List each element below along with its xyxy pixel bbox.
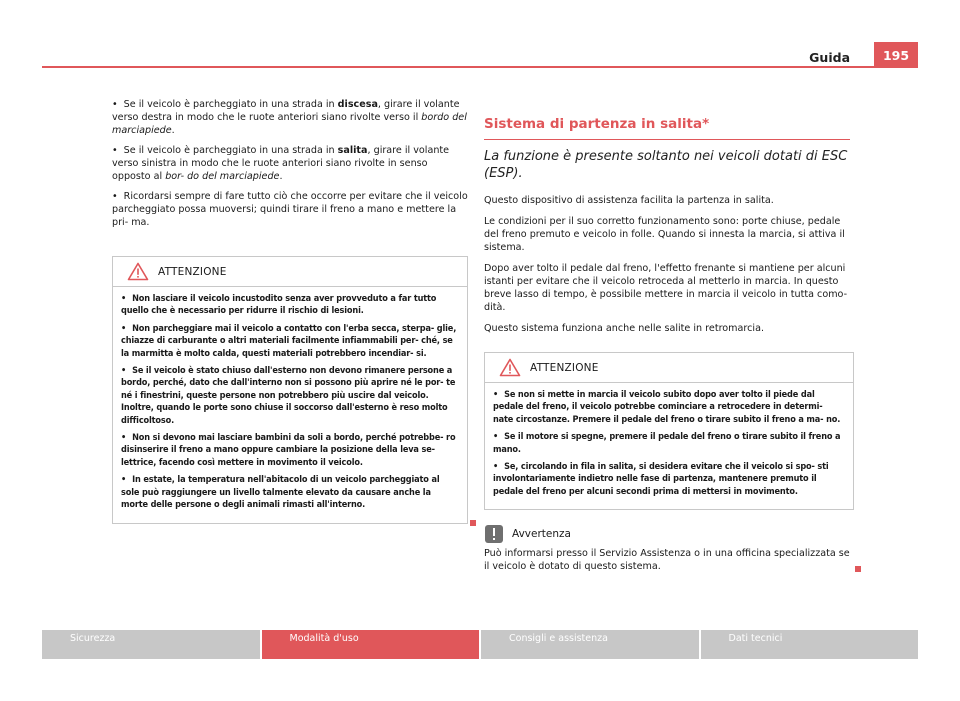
warning-item: • In estate, la temperatura nell'abitacolo di un veicolo parcheggiato al sole può raggiungere un livello talmente elevato da causare anche la morte delle persone o degli animali rimasti all'interno. — [121, 475, 440, 511]
paragraph: Questo sistema funziona anche nelle salite in retromarcia. — [484, 323, 765, 334]
warning-item: • Non parcheggiare mai il veicolo a contatto con l'erba secca, sterpa- glie, chiazze di carburante o altri materiali facilmente infiammabili per- ché, se la marmitta è molto calda, questi materiali potrebbero incendiar- si. — [121, 323, 457, 359]
warning-item: • Se il veicolo è stato chiuso dall'esterno non devono rimanere persone a bordo, perché, dato che dall'interno non si possono più aprire né le por- te né i finestrini, queste persone non potrebbero più uscire dal veicolo. Inoltre, quando le porte sono chiuse il soccorso dall'esterno è reso molto difficoltoso. — [121, 366, 456, 426]
warning-header — [113, 257, 467, 287]
left-column — [112, 98, 468, 236]
warning-item: • Non si devono mai lasciare bambini da soli a bordo, perché potrebbe- ro disinserire il freno a mano oppure cambiare la posizione della leva se- lettrice, facendo così mettere in movimento il veicolo. — [121, 433, 456, 468]
end-marker — [855, 566, 861, 572]
footer-tab-sicurezza[interactable]: Sicurezza — [42, 630, 260, 659]
list-item: • Se il veicolo è parcheggiato in una strada in salita, girare il volante verso sinistra in modo che le ruote anteriori siano rivolte in senso opposto al bor- do del marciapiede. — [112, 145, 450, 182]
warning-body — [485, 383, 853, 509]
section-title: Guida — [809, 50, 850, 65]
warning-icon — [127, 262, 149, 281]
note-header — [484, 523, 854, 545]
warning-box-right — [484, 352, 854, 510]
note-text: Può informarsi presso il Servizio Assistenza o in una officina specializzata se il veicolo è dotato di questo sistema. — [484, 548, 850, 572]
paragraph: Questo dispositivo di assistenza facilita la partenza in salita. — [484, 195, 774, 206]
footer-tab-dati-tecnici[interactable]: Dati tecnici — [699, 630, 919, 659]
warning-title: ATTENZIONE — [158, 265, 227, 278]
warning-header — [485, 353, 853, 383]
paragraph: Dopo aver tolto il pedale dal freno, l'effetto frenante si mantiene per alcuni istanti per evitare che il veicolo retroceda al metterlo in marcia. In questo breve lasso di tempo, è possibile mettere in marcia il veicolo in tutta como- dità. — [484, 263, 848, 313]
warning-icon — [499, 358, 521, 377]
note-icon — [484, 524, 504, 544]
section-subtitle: La funzione è presente soltanto nei veicoli dotati di ESC (ESP). — [484, 149, 848, 181]
warning-box-left — [112, 256, 468, 524]
footer-nav — [42, 630, 918, 659]
header-rule — [42, 66, 918, 68]
note-box — [484, 523, 854, 573]
note-title: Avvertenza — [512, 528, 571, 540]
heading-rule — [484, 139, 850, 140]
end-marker — [470, 520, 476, 526]
paragraph: Le condizioni per il suo corretto funzionamento sono: porte chiuse, pedale del freno premuto e veicolo in folle. Quando si innesta la marcia, si attiva il sistema. — [484, 216, 845, 253]
section-heading: Sistema di partenza in salita* — [484, 116, 710, 132]
warning-body — [113, 287, 467, 523]
warning-item: • Se non si mette in marcia il veicolo subito dopo aver tolto il piede dal pedale del freno, il veicolo potrebbe cominciare a retrocedere in determi- nate circostanze. Premere il pedale del freno o tirare subito il freno a ma- no. — [493, 390, 841, 425]
warning-title: ATTENZIONE — [530, 361, 599, 374]
right-column — [484, 116, 854, 343]
warning-item: • Se il motore si spegne, premere il pedale del freno o tirare subito il freno a mano. — [493, 432, 841, 455]
warning-item: • Se, circolando in fila in salita, si desidera evitare che il veicolo si spo- sti involontariamente indietro nelle fase di partenza, mantenere premuto il pedale del freno per alcuni secondi prima di mettersi in movimento. — [493, 462, 829, 497]
warning-item: • Non lasciare il veicolo incustodito senza aver provveduto a far tutto quello che è necessario per ridurre il rischio di lesioni. — [121, 294, 437, 317]
footer-tab-consigli[interactable]: Consigli e assistenza — [479, 630, 699, 659]
list-item: • Ricordarsi sempre di fare tutto ciò che occorre per evitare che il veicolo parcheggiato possa muoversi; quindi tirare il freno a mano e mettere la pri- ma. — [112, 191, 468, 228]
page-number: 195 — [874, 42, 918, 68]
list-item: • Se il veicolo è parcheggiato in una strada in discesa, girare il volante verso destra in modo che le ruote anteriori siano rivolte verso il bordo del marciapiede. — [112, 99, 467, 136]
footer-tab-modalita-uso[interactable]: Modalità d'uso — [260, 630, 480, 659]
